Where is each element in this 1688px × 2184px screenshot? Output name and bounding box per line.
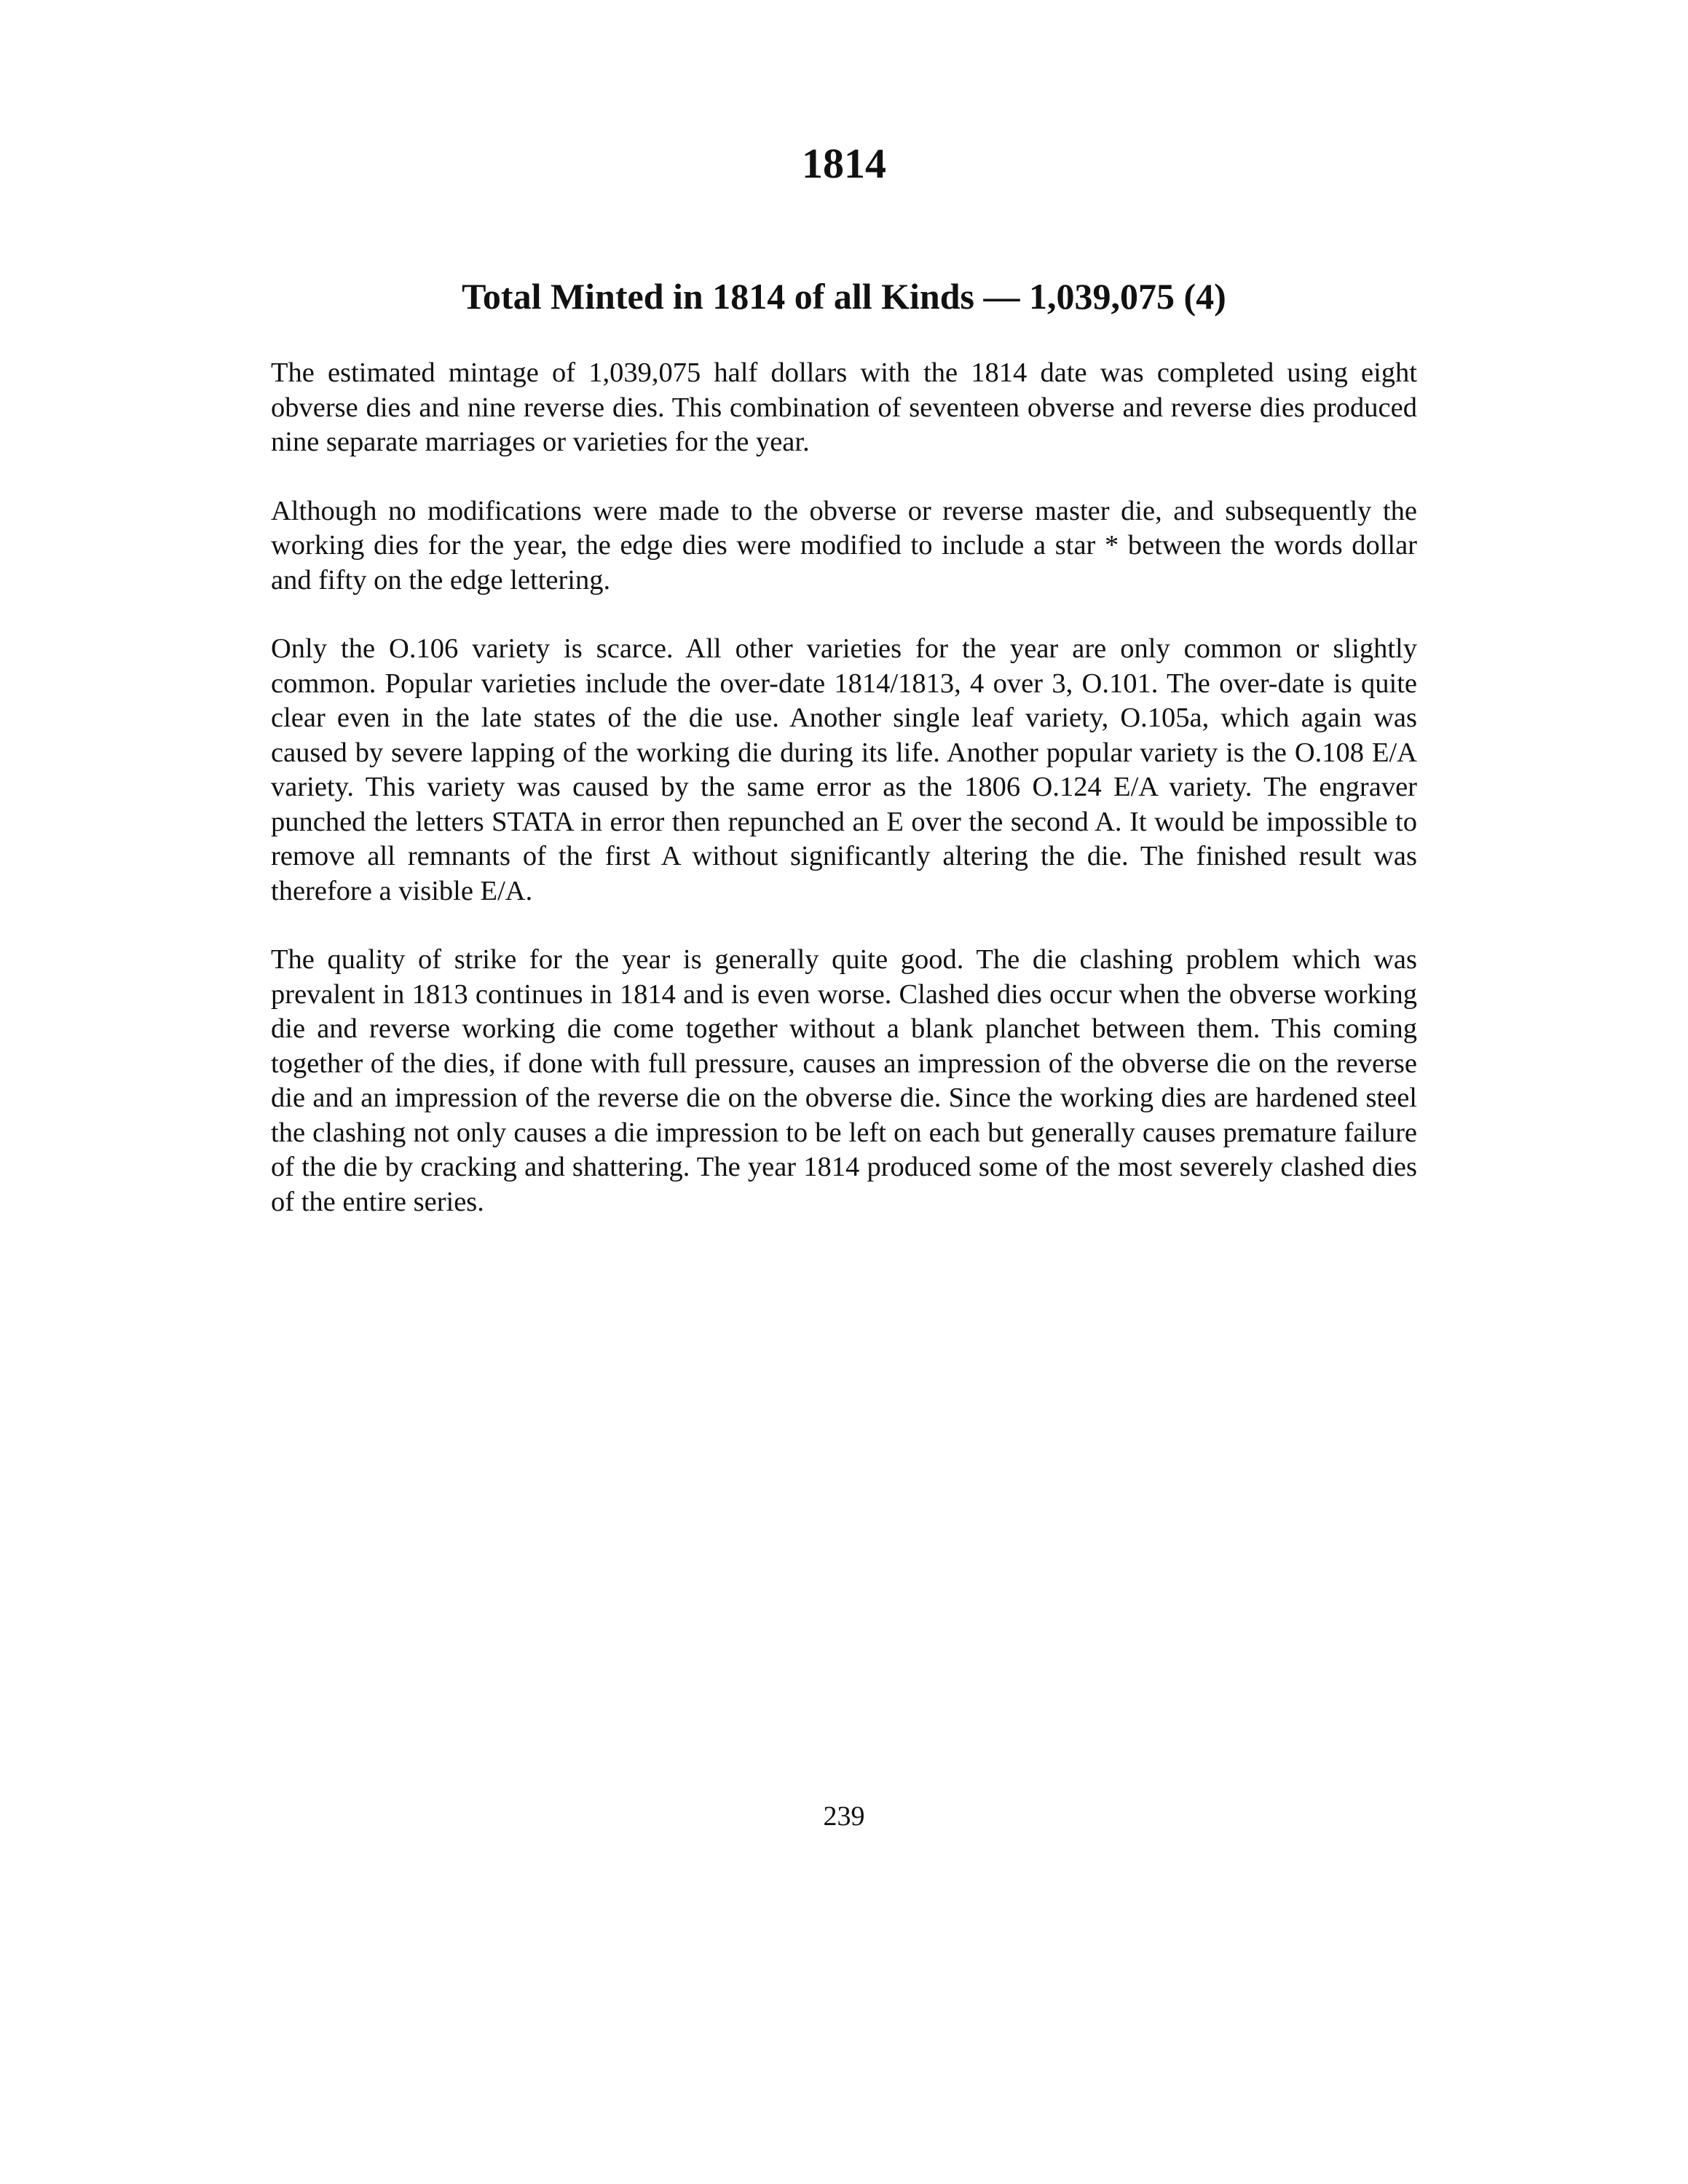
page-number: 239 (823, 1801, 865, 1832)
paragraph-die-modifications: Although no modifications were made to the obverse or reverse master die, and subsequently the working dies for the year, the edge dies were modified to include a star * between the words dollar and fifty on the edge lettering. (271, 495, 1417, 596)
paragraph-varieties: Only the O.106 variety is scarce. All other varieties for the year are only common or slightly common. Popular varieties include the over-date 1814/1813, 4 over 3, O.101. The over-date is quite clear even in the late states of the die use. Another single leaf variety, O.105a, which again was caused by severe lapping of the working die during its life. Another popular variety is the O.108 E/A variety. This variety was caused by the same error as the 1806 O.124 E/A variety. The engraver punched the letters STATA in error then repunched an E over the second A. It would be impossible to remove all remnants of the first A without significantly altering the die. The finished result was therefore a visible E/A. (271, 633, 1417, 906)
body-text (271, 356, 1417, 1254)
paragraph-mintage: The estimated mintage of 1,039,075 half dollars with the 1814 date was completed using eight obverse dies and nine reverse dies. This combination of seventeen obverse and reverse dies produced nine separate marriages or varieties for the year. (271, 357, 1417, 457)
page-heading: 1814 (802, 140, 886, 187)
paragraph-strike-quality: The quality of strike for the year is generally quite good. The die clashing problem which was prevalent in 1813 continues in 1814 and is even worse. Clashed dies occur when the obverse working die and reverse working die come together without a blank planchet between them. This coming together of the dies, if done with full pressure, causes an impression of the obverse die on the reverse die and an impression of the reverse die on the obverse die. Since the working dies are hardened steel the clashing not only causes a die impression to be left on each but generally causes premature failure of the die by cracking and shattering. The year 1814 produced some of the most severely clashed dies of the entire series. (271, 944, 1417, 1217)
mintage-subtitle: Total Minted in 1814 of all Kinds — 1,039,075 (4) (462, 276, 1226, 317)
